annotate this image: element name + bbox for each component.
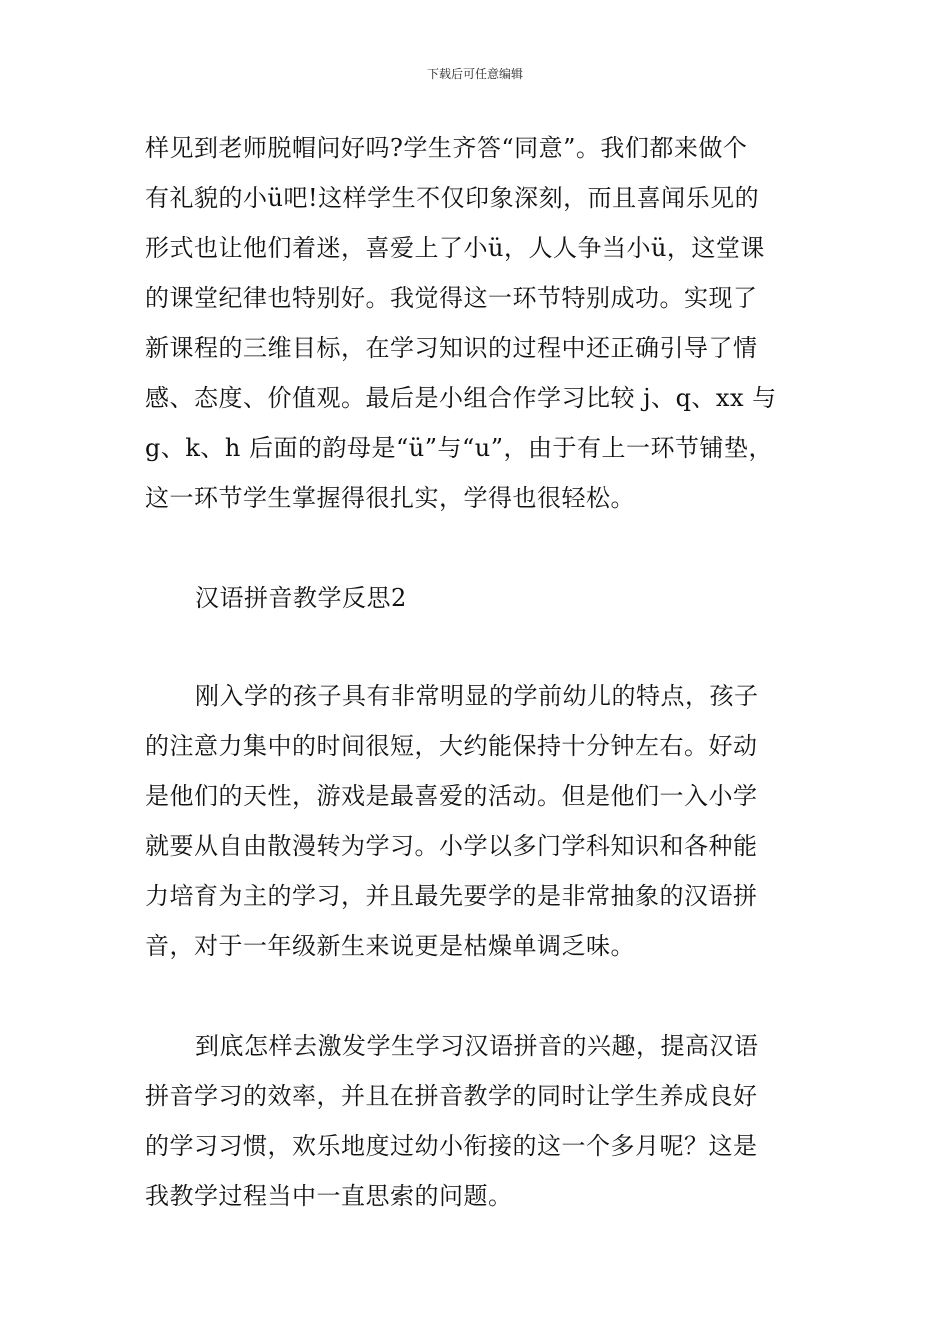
page-header: 下载后可任意编辑 — [426, 67, 523, 81]
paragraph-line: 形式也让他们着迷，喜爱上了小ü，人人争当小ü，这堂课 — [145, 234, 765, 262]
paragraph-line: 的课堂纪律也特别好。我觉得这一环节特别成功。实现了 — [145, 284, 758, 312]
paragraph-line: 到底怎样去激发学生学习汉语拼音的兴趣，提高汉语 — [195, 1032, 759, 1060]
paragraph-line: 是他们的天性，游戏是最喜爱的活动。但是他们一入小学 — [145, 782, 758, 810]
paragraph-line: 刚入学的孩子具有非常明显的学前幼儿的特点，孩子 — [195, 682, 759, 710]
paragraph-line: 有礼貌的小ü吧!这样学生不仅印象深刻，而且喜闻乐见的 — [145, 184, 760, 212]
paragraph-line: g、k、h 后面的韵母是“ü”与“u”，由于有上一环节铺垫， — [145, 434, 773, 462]
paragraph-line: 新课程的三维目标，在学习知识的过程中还正确引导了情 — [145, 334, 758, 362]
paragraph-line: 力培育为主的学习，并且最先要学的是非常抽象的汉语拼 — [145, 882, 758, 910]
paragraph-line: 就要从自由散漫转为学习。小学以多门学科知识和各种能 — [145, 832, 758, 860]
paragraph-line: 我教学过程当中一直思索的问题。 — [145, 1182, 513, 1210]
paragraph-line: 的学习习惯，欢乐地度过幼小衔接的这一个多月呢？这是 — [145, 1132, 758, 1160]
paragraph-line: 音，对于一年级新生来说更是枯燥单调乏味。 — [145, 932, 635, 960]
paragraph-line: 的注意力集中的时间很短，大约能保持十分钟左右。好动 — [145, 732, 758, 760]
paragraph-line: 样见到老师脱帽问好吗?学生齐答“同意”。我们都来做个 — [145, 134, 748, 162]
paragraph-line: 这一环节学生掌握得很扎实，学得也很轻松。 — [145, 484, 635, 512]
section-title: 汉语拼音教学反思2 — [195, 584, 407, 612]
paragraph-line: 拼音学习的效率，并且在拼音教学的同时让学生养成良好 — [145, 1082, 758, 1110]
paragraph-line: 感、态度、价值观。最后是小组合作学习比较 j、q、xx 与 — [145, 384, 777, 412]
